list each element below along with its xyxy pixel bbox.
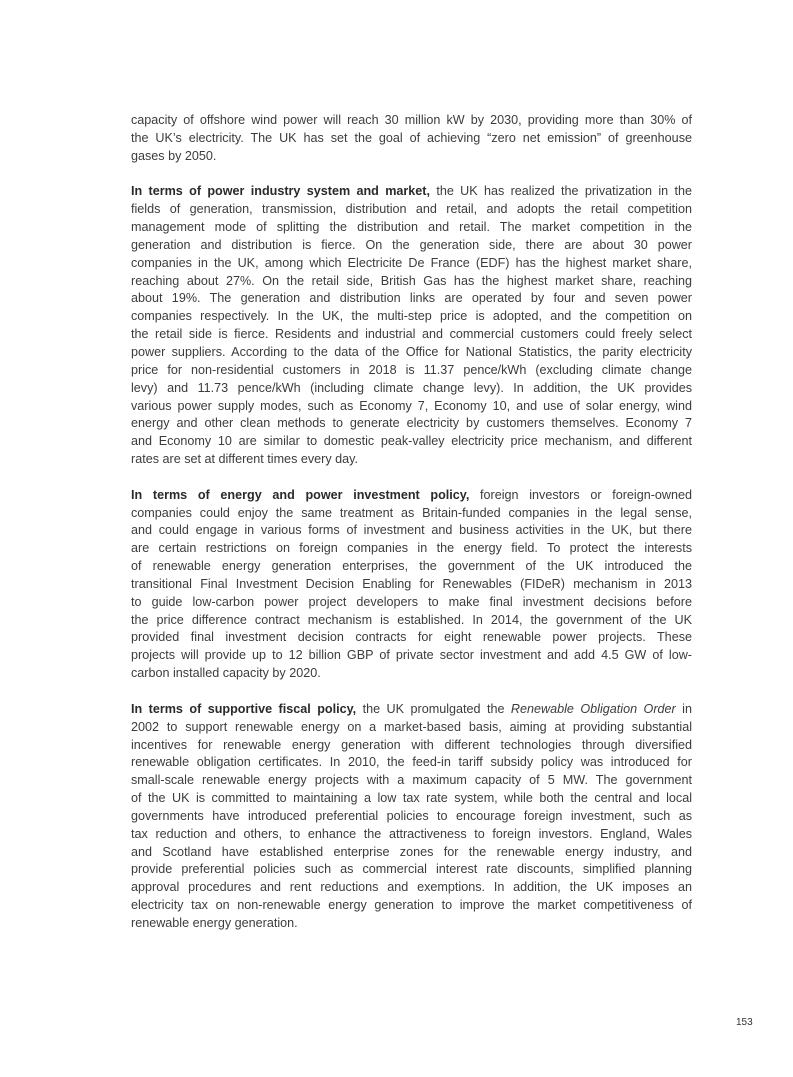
text-line xyxy=(131,861,692,879)
text-line xyxy=(131,897,692,915)
text-line xyxy=(131,326,692,344)
text-segment: in xyxy=(675,701,692,716)
paragraph-lead: In terms of supportive fiscal policy, xyxy=(131,701,357,716)
text-line xyxy=(131,201,692,219)
text-line xyxy=(131,594,692,612)
text-line xyxy=(131,915,692,933)
paragraph xyxy=(131,487,692,683)
text-segment: of renewable energy generation enterprises, the government of the UK introduced the xyxy=(131,559,692,574)
text-segment: provided final investment decision contracts for eight renewable power projects. These xyxy=(131,630,692,645)
text-segment: projects will provide up to 12 billion GBP of private sector investment and add 4.5 GW of low- xyxy=(131,648,692,663)
text-segment: power suppliers. According to the data of the Office for National Statistics, the parity electricity xyxy=(131,344,692,359)
text-line xyxy=(131,344,692,362)
text-segment: the UK’s electricity. The UK has set the goal of achieving “zero net emission” of greenhouse xyxy=(131,130,692,145)
text-line xyxy=(131,844,692,862)
paragraph-lead: In terms of power industry system and market, xyxy=(131,184,430,199)
text-segment: incentives for renewable energy generation with different technologies through diversified xyxy=(131,737,692,752)
text-line xyxy=(131,719,692,737)
text-segment: the UK promulgated the xyxy=(356,701,511,716)
text-line xyxy=(131,647,692,665)
text-segment: energy and other clean methods to generate electricity by customers themselves. Economy 7 xyxy=(131,416,692,431)
text-segment: the price difference contract mechanism is established. In 2014, the government of the UK xyxy=(131,612,692,627)
text-segment: gases by 2050. xyxy=(131,148,217,163)
text-segment: transitional Final Investment Decision Enabling for Renewables (FIDeR) mechanism in 2013 xyxy=(131,576,692,591)
text-segment: generation and distribution is fierce. On the generation side, there are about 30 power xyxy=(131,237,692,252)
text-line xyxy=(131,754,692,772)
text-segment: renewable obligation certificates. In 2010, the feed-in tariff subsidy policy was introduced for xyxy=(131,755,692,770)
text-line xyxy=(131,879,692,897)
paragraph xyxy=(131,112,692,166)
text-segment: price for non-residential customers in 2018 is 11.37 pence/kWh (excluding climate change xyxy=(131,362,692,377)
text-line xyxy=(131,522,692,540)
text-line xyxy=(131,415,692,433)
document-title-italic: Renewable Obligation Order xyxy=(510,701,676,716)
text-segment: about 19%. The generation and distribution links are operated by four and seven power xyxy=(131,291,692,306)
text-line xyxy=(131,540,692,558)
text-line xyxy=(131,701,692,719)
text-line xyxy=(131,148,692,166)
page-number: 153 xyxy=(736,1017,753,1028)
text-line xyxy=(131,505,692,523)
text-segment: foreign investors or foreign-owned xyxy=(469,487,693,502)
text-line xyxy=(131,558,692,576)
text-segment: reaching about 27%. On the retail side, British Gas has the highest market share, reaching xyxy=(131,273,692,288)
text-line xyxy=(131,433,692,451)
paragraph-lead: In terms of energy and power investment policy, xyxy=(131,487,470,502)
text-segment: tax reduction and others, to enhance the attractiveness to foreign investors. England, Wales xyxy=(131,826,692,841)
text-segment: governments have introduced preferential policies to encourage foreign investment, such as xyxy=(131,808,692,823)
text-line xyxy=(131,576,692,594)
text-segment: provide preferential policies such as commercial interest rate discounts, simplified planning xyxy=(131,862,692,877)
text-segment: carbon installed capacity by 2020. xyxy=(131,666,321,681)
text-line xyxy=(131,183,692,201)
text-line xyxy=(131,112,692,130)
text-line xyxy=(131,790,692,808)
text-segment: to guide low-carbon power project developers to make final investment decisions before xyxy=(131,594,692,609)
text-line xyxy=(131,737,692,755)
text-line xyxy=(131,130,692,148)
text-segment: approval procedures and rent reductions and exemptions. In addition, the UK imposes an xyxy=(131,880,692,895)
text-segment: renewable energy generation. xyxy=(131,915,298,930)
text-line xyxy=(131,273,692,291)
text-segment: companies could enjoy the same treatment as Britain-funded companies in the legal sense, xyxy=(131,505,692,520)
text-segment: 2002 to support renewable energy on a market-based basis, aiming at providing substantial xyxy=(131,719,692,734)
text-line xyxy=(131,380,692,398)
text-segment: fields of generation, transmission, distribution and retail, and adopts the retail competition xyxy=(131,202,692,217)
paragraph xyxy=(131,701,692,933)
text-segment: small-scale renewable energy projects with a maximum capacity of 5 MW. The government xyxy=(131,773,692,788)
text-line xyxy=(131,255,692,273)
text-segment: rates are set at different times every day. xyxy=(131,452,359,467)
text-segment: capacity of offshore wind power will reach 30 million kW by 2030, providing more than 30% of xyxy=(131,113,692,127)
text-segment: the retail side is fierce. Residents and industrial and commercial customers could freely select xyxy=(131,327,692,342)
text-segment: and could engage in various forms of investment and business activities in the UK, but there xyxy=(131,523,692,538)
text-line xyxy=(131,487,692,505)
text-segment: management mode of splitting the distribution and retail. The market competition in the xyxy=(131,220,692,235)
text-segment: are certain restrictions on foreign companies in the energy field. To protect the interests xyxy=(131,541,692,556)
text-segment: companies in the UK, among which Electricite De France (EDF) has the highest market share, xyxy=(131,255,692,270)
text-segment: levy) and 11.73 pence/kWh (including climate change levy). In addition, the UK provides xyxy=(131,380,692,395)
text-segment: and Economy 10 are similar to domestic peak-valley electricity price mechanism, and different xyxy=(131,434,692,449)
body-text xyxy=(131,112,692,951)
text-line xyxy=(131,629,692,647)
text-line xyxy=(131,612,692,630)
text-line xyxy=(131,772,692,790)
text-line xyxy=(131,451,692,469)
text-line xyxy=(131,362,692,380)
text-line xyxy=(131,290,692,308)
text-line xyxy=(131,826,692,844)
text-line xyxy=(131,237,692,255)
text-segment: electricity tax on non-renewable energy generation to improve the market competitiveness of xyxy=(131,898,692,913)
text-line xyxy=(131,219,692,237)
text-segment: companies respectively. In the UK, the multi-step price is adopted, and the competition on xyxy=(131,309,692,324)
text-segment: various power supply modes, such as Economy 7, Economy 10, and use of solar energy, wind xyxy=(131,398,692,413)
text-line xyxy=(131,665,692,683)
text-line xyxy=(131,808,692,826)
text-line xyxy=(131,308,692,326)
text-line xyxy=(131,398,692,416)
text-segment: and Scotland have established enterprise zones for the renewable energy industry, and xyxy=(131,844,692,859)
text-segment: of the UK is committed to maintaining a low tax rate system, while both the central and local xyxy=(131,791,692,806)
text-segment: the UK has realized the privatization in the xyxy=(430,184,692,199)
paragraph xyxy=(131,183,692,469)
